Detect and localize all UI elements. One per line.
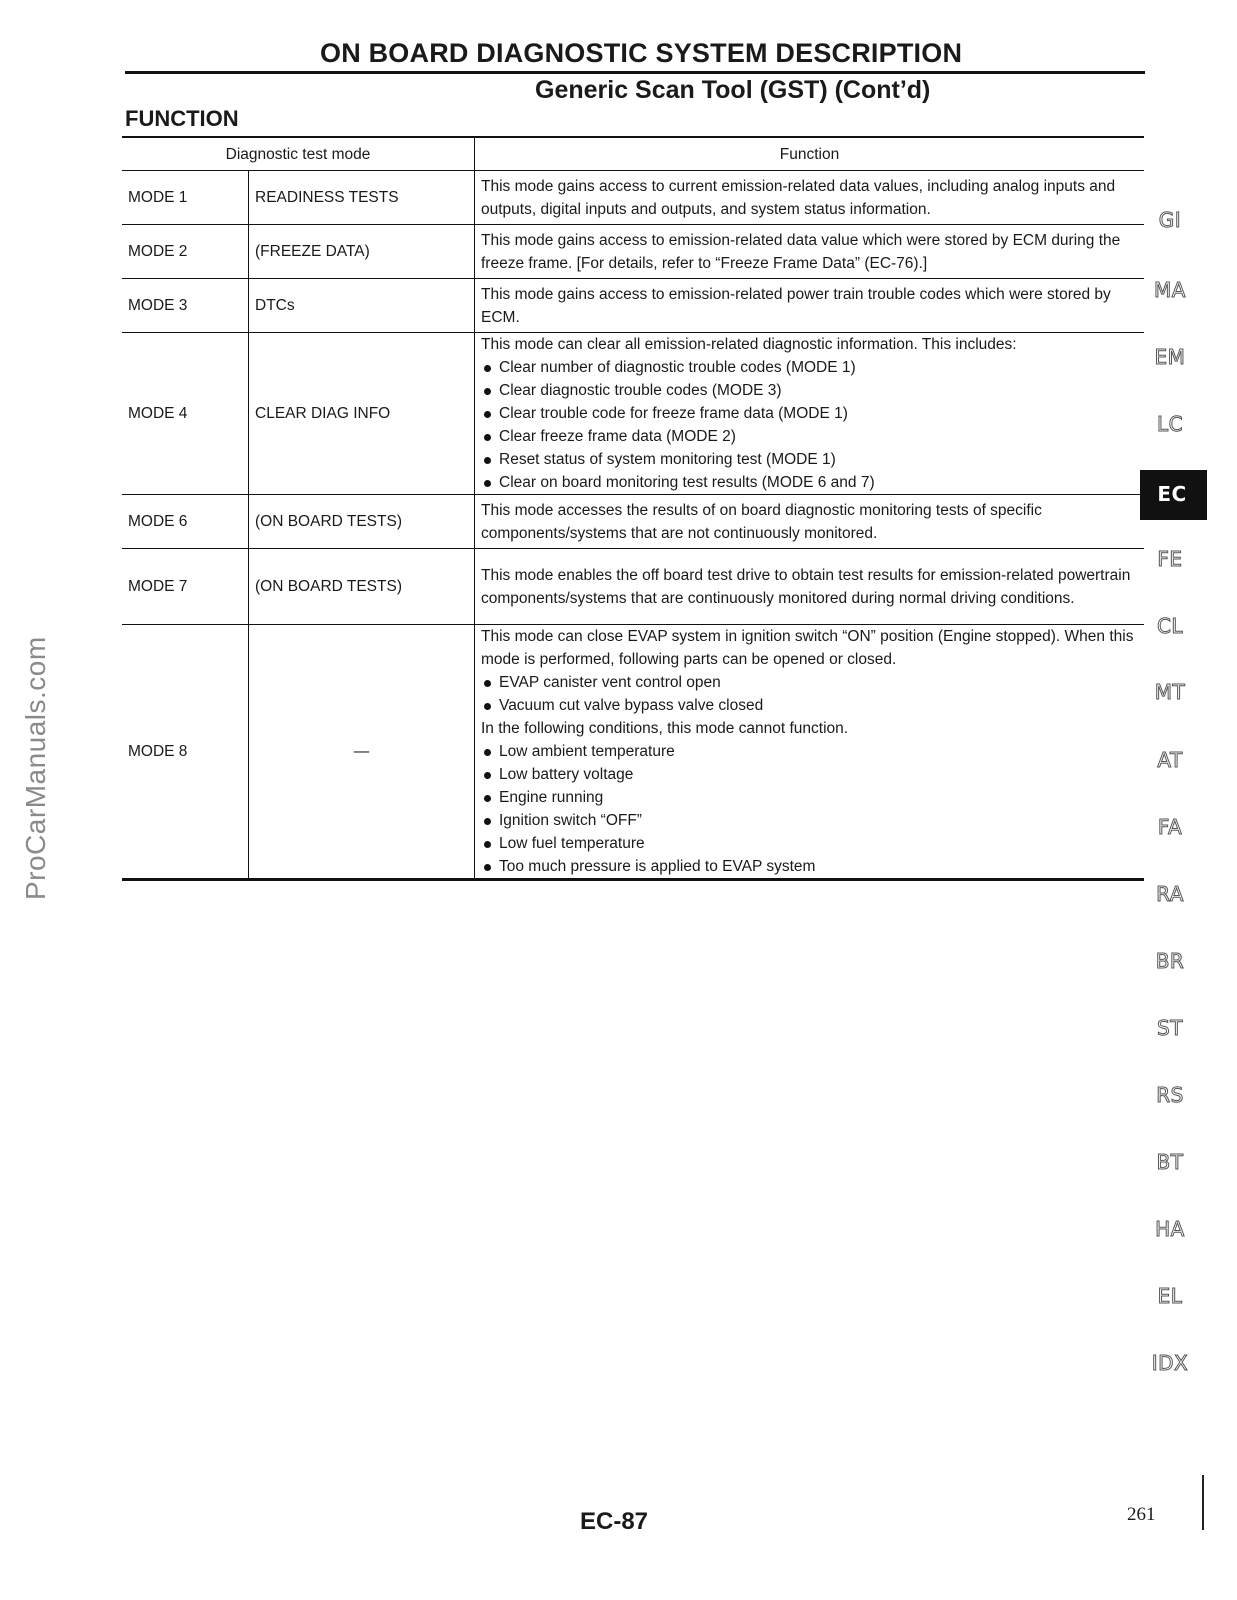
tab-br[interactable]: BR <box>1155 949 1185 973</box>
mode-name-cell: (FREEZE DATA) <box>249 225 475 279</box>
list-item: Vacuum cut valve bypass valve closed <box>481 694 1138 717</box>
binding-edge-line <box>1202 1475 1204 1530</box>
tab-bt[interactable]: BT <box>1156 1150 1184 1174</box>
function-intro: This mode can clear all emission-related diagnostic information. This includes: <box>481 336 1017 353</box>
mode-name-cell: DTCs <box>249 279 475 333</box>
function-intro-2: In the following conditions, this mode cannot function. <box>481 720 849 737</box>
list-item: Low battery voltage <box>481 763 1138 786</box>
tab-st[interactable]: ST <box>1157 1016 1183 1040</box>
mode-name-cell: READINESS TESTS <box>249 171 475 225</box>
mode-name-cell: (ON BOARD TESTS) <box>249 495 475 549</box>
function-cell <box>475 625 1145 880</box>
tab-idx[interactable]: IDX <box>1151 1351 1189 1375</box>
list-item: Engine running <box>481 786 1138 809</box>
list-item: Too much pressure is applied to EVAP system <box>481 855 1138 878</box>
list-item: Clear number of diagnostic trouble codes (MODE 1) <box>481 356 1138 379</box>
header-function: Function <box>475 137 1145 171</box>
bullet-list <box>481 356 1138 494</box>
function-cell: This mode gains access to emission-related power train trouble codes which were stored by ECM. <box>475 279 1145 333</box>
mode-name-cell: (ON BOARD TESTS) <box>249 549 475 625</box>
list-item: Reset status of system monitoring test (MODE 1) <box>481 448 1138 471</box>
header-diagnostic-test-mode: Diagnostic test mode <box>122 137 475 171</box>
mode-cell: MODE 7 <box>122 549 249 625</box>
list-item: Clear diagnostic trouble codes (MODE 3) <box>481 379 1138 402</box>
function-cell: This mode gains access to emission-related data value which were stored by ECM during the freeze frame. [For details, refer to “Freeze Frame Data” (EC-76).] <box>475 225 1145 279</box>
title-rule <box>125 71 1145 74</box>
mode-cell: MODE 3 <box>122 279 249 333</box>
tab-ra[interactable]: RA <box>1156 882 1184 906</box>
list-item: Clear freeze frame data (MODE 2) <box>481 425 1138 448</box>
function-table <box>122 136 1144 881</box>
list-item: Low ambient temperature <box>481 740 1138 763</box>
tab-gi[interactable]: GI <box>1158 208 1182 232</box>
table-header-row <box>122 137 1144 171</box>
list-item: Low fuel temperature <box>481 832 1138 855</box>
tab-fa[interactable]: FA <box>1157 815 1183 839</box>
page-subtitle: Generic Scan Tool (GST) (Cont’d) <box>535 76 931 104</box>
function-cell: This mode accesses the results of on board diagnostic monitoring tests of specific components/systems that are not continuously monitored. <box>475 495 1145 549</box>
mode-cell: MODE 4 <box>122 333 249 495</box>
section-title: FUNCTION <box>125 106 239 131</box>
watermark: ProCarManuals.com <box>20 636 51 900</box>
list-item: EVAP canister vent control open <box>481 671 1138 694</box>
mode-cell: MODE 8 <box>122 625 249 880</box>
table-row <box>122 333 1144 495</box>
table-row <box>122 171 1144 225</box>
tab-lc[interactable]: LC <box>1156 412 1184 436</box>
function-cell: This mode enables the off board test drive to obtain test results for emission-related powertrain components/systems that are continuously monitored during normal driving conditions. <box>475 549 1145 625</box>
page-number: 261 <box>1127 1504 1156 1525</box>
table-row <box>122 549 1144 625</box>
table-row <box>122 279 1144 333</box>
mode-name-cell: — <box>249 625 475 880</box>
tab-at[interactable]: AT <box>1157 748 1183 772</box>
tab-rs[interactable]: RS <box>1156 1083 1184 1107</box>
tab-ma[interactable]: MA <box>1154 278 1186 302</box>
table-row <box>122 225 1144 279</box>
bullet-list <box>481 740 1138 878</box>
tab-fe[interactable]: FE <box>1157 547 1183 571</box>
tab-ec[interactable]: EC <box>1143 473 1201 515</box>
function-cell <box>475 333 1145 495</box>
page-title: ON BOARD DIAGNOSTIC SYSTEM DESCRIPTION <box>320 38 963 68</box>
mode-cell: MODE 6 <box>122 495 249 549</box>
list-item: Ignition switch “OFF” <box>481 809 1138 832</box>
mode-name-cell: CLEAR DIAG INFO <box>249 333 475 495</box>
mode-cell: MODE 2 <box>122 225 249 279</box>
tab-mt[interactable]: MT <box>1154 680 1186 704</box>
tab-el[interactable]: EL <box>1157 1284 1183 1308</box>
tab-em[interactable]: EM <box>1154 345 1186 369</box>
tab-ha[interactable]: HA <box>1155 1217 1185 1241</box>
tab-cl[interactable]: CL <box>1156 614 1184 638</box>
function-cell: This mode gains access to current emission-related data values, including analog inputs and outputs, digital inputs and outputs, and system status information. <box>475 171 1145 225</box>
table-row <box>122 625 1144 880</box>
bullet-list <box>481 671 1138 717</box>
list-item: Clear on board monitoring test results (MODE 6 and 7) <box>481 471 1138 494</box>
function-intro: This mode can close EVAP system in ignition switch “ON” position (Engine stopped). When this mode is performed, following parts can be opened or closed. <box>481 628 1134 668</box>
page-code: EC-87 <box>580 1508 649 1535</box>
list-item: Clear trouble code for freeze frame data (MODE 1) <box>481 402 1138 425</box>
table-row <box>122 495 1144 549</box>
mode-cell: MODE 1 <box>122 171 249 225</box>
